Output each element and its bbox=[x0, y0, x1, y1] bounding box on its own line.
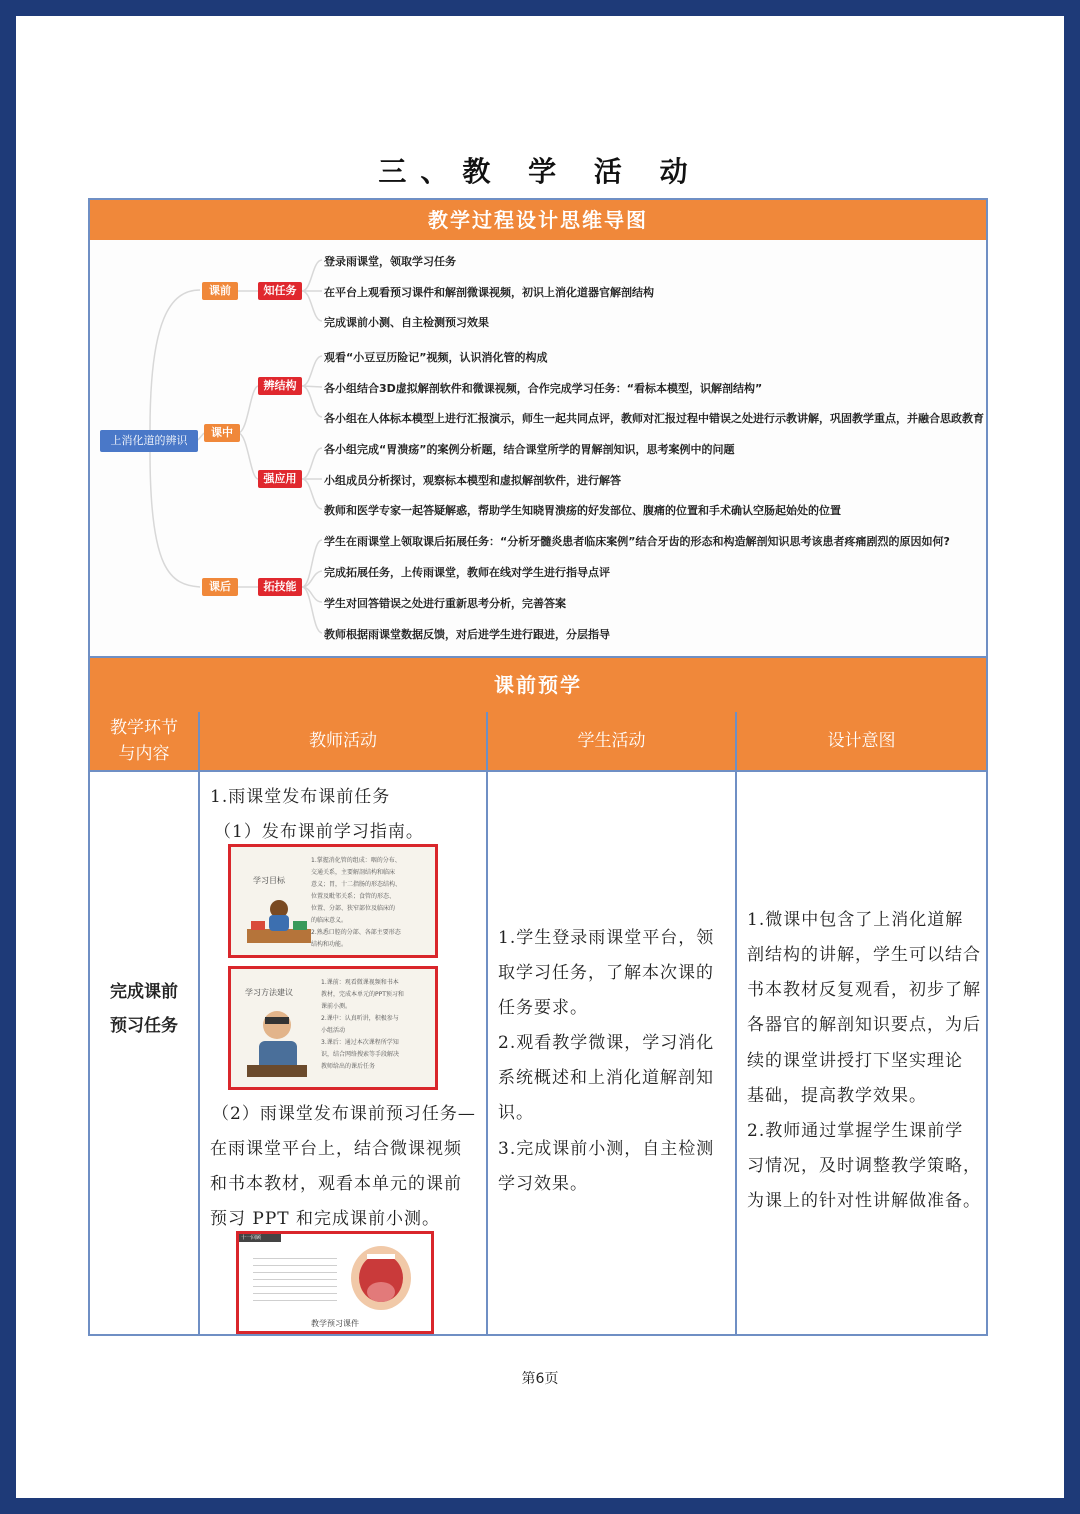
stage-tag-before: 课前 bbox=[202, 282, 238, 300]
teacher-line: 预习 PPT 和完成课前小测。 bbox=[210, 1209, 441, 1229]
slide-text-line: 教师给出的课后任务 bbox=[321, 1063, 376, 1070]
design-line: 剖结构的讲解，学生可以结合 bbox=[747, 945, 981, 965]
row-divider bbox=[88, 770, 988, 772]
section-header: 课前预学 bbox=[90, 658, 986, 712]
slide-text bbox=[321, 977, 433, 1073]
mindmap-item: 各小组结合3D虚拟解剖软件和微课视频，合作完成学习任务：“看标本模型，识解剖结构” bbox=[324, 382, 763, 395]
mindmap-item: 完成课前小测、自主检测预习效果 bbox=[324, 316, 489, 329]
page-number: 第6页 bbox=[521, 1371, 559, 1387]
mindmap-item: 教师和医学专家一起答疑解惑，帮助学生知晓胃溃疡的好发部位、腹痛的位置和手术确认空肠起始处的位置 bbox=[324, 504, 841, 517]
mindmap-item: 在平台上观看预习课件和解剖微课视频，初识上消化道器官解剖结构 bbox=[324, 286, 654, 299]
design-line: 续的课堂讲授打下坚实理论 bbox=[747, 1051, 963, 1071]
design-line: 1.微课中包含了上消化道解 bbox=[747, 910, 964, 930]
slide-text-line: 位置、分部、狭窄部位及临床的 bbox=[311, 905, 396, 912]
col-header-teacher: 教师活动 bbox=[200, 712, 486, 770]
mindmap-item: 教师根据雨课堂数据反馈，对后进学生进行跟进，分层指导 bbox=[324, 628, 610, 641]
col-divider bbox=[198, 712, 200, 1336]
mindmap-header: 教学过程设计思维导图 bbox=[90, 200, 986, 240]
slide-text-line: 的临床意义。 bbox=[311, 917, 348, 924]
slide-label: 学习方法建议 bbox=[245, 988, 293, 997]
col-divider bbox=[735, 712, 737, 1336]
slide-text-line: 3.课后：通过本次课程所学知 bbox=[321, 1039, 399, 1046]
student-line: 系统概述和上消化道解剖知 bbox=[498, 1068, 714, 1088]
slide-text-line: 意义；胃，十二指肠的形态结构、 bbox=[311, 881, 402, 888]
teacher-line: （1）发布课前学习指南。 bbox=[214, 822, 424, 842]
task-tag-structure: 辨结构 bbox=[258, 377, 302, 395]
design-line: 2.教师通过掌握学生课前学 bbox=[747, 1121, 964, 1141]
slide-caption: 教学预习课件 bbox=[311, 1319, 359, 1328]
task-tag-extend: 拓技能 bbox=[258, 578, 302, 596]
task-tag-know: 知任务 bbox=[258, 282, 302, 300]
slide-text bbox=[311, 855, 431, 951]
slide-text-line: 2.课中：认真听讲，积极参与 bbox=[321, 1015, 399, 1022]
stage-tag-after: 课后 bbox=[202, 578, 238, 596]
mindmap-item: 登录雨课堂，领取学习任务 bbox=[324, 255, 456, 268]
slide-text-line: 位置及毗邻关系；食管的形态、 bbox=[311, 893, 396, 900]
col-header-student: 学生活动 bbox=[488, 712, 735, 770]
slide-text-line: 小组活动 bbox=[321, 1027, 346, 1034]
slide-text-line: 2.熟悉口腔的分部、各部主要形态 bbox=[311, 929, 401, 936]
teacher-line: 1.雨课堂发布课前任务 bbox=[210, 787, 391, 807]
study-goal-slide bbox=[228, 844, 438, 958]
slide-text-block bbox=[253, 1252, 337, 1304]
slide-header: 十一回顾 bbox=[239, 1234, 281, 1242]
design-line: 基础，提高教学效果。 bbox=[747, 1086, 927, 1106]
slide-text-line: 教材，完成本单元的PPT预习和 bbox=[321, 991, 404, 998]
mindmap-item: 学生对回答错误之处进行重新思考分析，完善答案 bbox=[324, 597, 566, 610]
slide-text-line: 课前小测。 bbox=[321, 1003, 352, 1010]
mindmap bbox=[90, 240, 986, 656]
teacher-line: （2）雨课堂发布课前预习任务— bbox=[212, 1104, 476, 1124]
oral-cavity-diagram bbox=[345, 1242, 421, 1314]
task-tag-apply: 强应用 bbox=[258, 470, 302, 488]
page-title: 三、教 学 活 动 bbox=[378, 155, 702, 188]
student-desk-illustration bbox=[239, 893, 319, 949]
col-divider bbox=[486, 712, 488, 1336]
stage-cell-text: 完成课前预习任务 bbox=[110, 982, 178, 1036]
slide-text-line: 1.掌握消化管的组成：咽的分布、 bbox=[311, 857, 401, 864]
teacher-illustration bbox=[243, 1003, 313, 1083]
mindmap-item: 小组成员分析探讨，观察标本模型和虚拟解剖软件，进行解答 bbox=[324, 474, 621, 487]
mindmap-root: 上消化道的辨识 bbox=[100, 430, 198, 452]
slide-text-line: 1.课前：观看微课视频和书本 bbox=[321, 979, 399, 986]
stage-tag-during: 课中 bbox=[204, 424, 240, 442]
design-line: 为课上的针对性讲解做准备。 bbox=[747, 1191, 981, 1211]
col-header-design: 设计意图 bbox=[737, 712, 986, 770]
student-line: 任务要求。 bbox=[498, 998, 588, 1018]
slide-label: 学习目标 bbox=[253, 876, 285, 885]
col-header-stage-text: 教学环节与内容 bbox=[110, 718, 178, 764]
mindmap-item: 观看“小豆豆历险记”视频，认识消化管的构成 bbox=[324, 351, 548, 364]
slide-text-line: 识，结合网络搜索等手段解决 bbox=[321, 1051, 400, 1058]
student-line: 1.学生登录雨课堂平台，领 bbox=[498, 928, 715, 948]
teacher-line: 和书本教材，观看本单元的课前 bbox=[210, 1174, 462, 1194]
student-line: 识。 bbox=[498, 1103, 534, 1123]
design-line: 各器官的解剖知识要点，为后 bbox=[747, 1015, 981, 1035]
teacher-line: 在雨课堂平台上，结合微课视频 bbox=[210, 1139, 462, 1159]
study-method-slide bbox=[228, 966, 438, 1090]
design-line: 书本教材反复观看，初步了解 bbox=[747, 980, 981, 1000]
design-line: 习情况，及时调整教学策略， bbox=[747, 1156, 981, 1176]
slide-text-line: 结构和功能。 bbox=[311, 941, 348, 948]
stage-cell bbox=[90, 975, 198, 1043]
mindmap-item: 完成拓展任务，上传雨课堂，教师在线对学生进行指导点评 bbox=[324, 566, 610, 579]
student-line: 学习效果。 bbox=[498, 1174, 588, 1194]
slide-text-line: 交通关系，主要解剖结构和临床 bbox=[311, 869, 396, 876]
preview-courseware-slide bbox=[236, 1231, 434, 1334]
mindmap-item: 学生在雨课堂上领取课后拓展任务：“分析牙髓炎患者临床案例”结合牙齿的形态和构造解剖知识思考该患者疼痛剧烈的原因如何? bbox=[324, 535, 950, 548]
student-line: 取学习任务，了解本次课的 bbox=[498, 963, 714, 983]
mindmap-item: 各小组完成“胃溃疡”的案例分析题，结合课堂所学的胃解剖知识，思考案例中的问题 bbox=[324, 443, 735, 456]
col-header-stage bbox=[90, 712, 198, 770]
student-line: 3.完成课前小测，自主检测 bbox=[498, 1139, 715, 1159]
student-line: 2.观看教学微课，学习消化 bbox=[498, 1033, 715, 1053]
mindmap-item: 各小组在人体标本模型上进行汇报演示，师生一起共同点评，教师对汇报过程中错误之处进行示教讲解，巩固教学重点，并融合思政教育 bbox=[324, 412, 984, 425]
